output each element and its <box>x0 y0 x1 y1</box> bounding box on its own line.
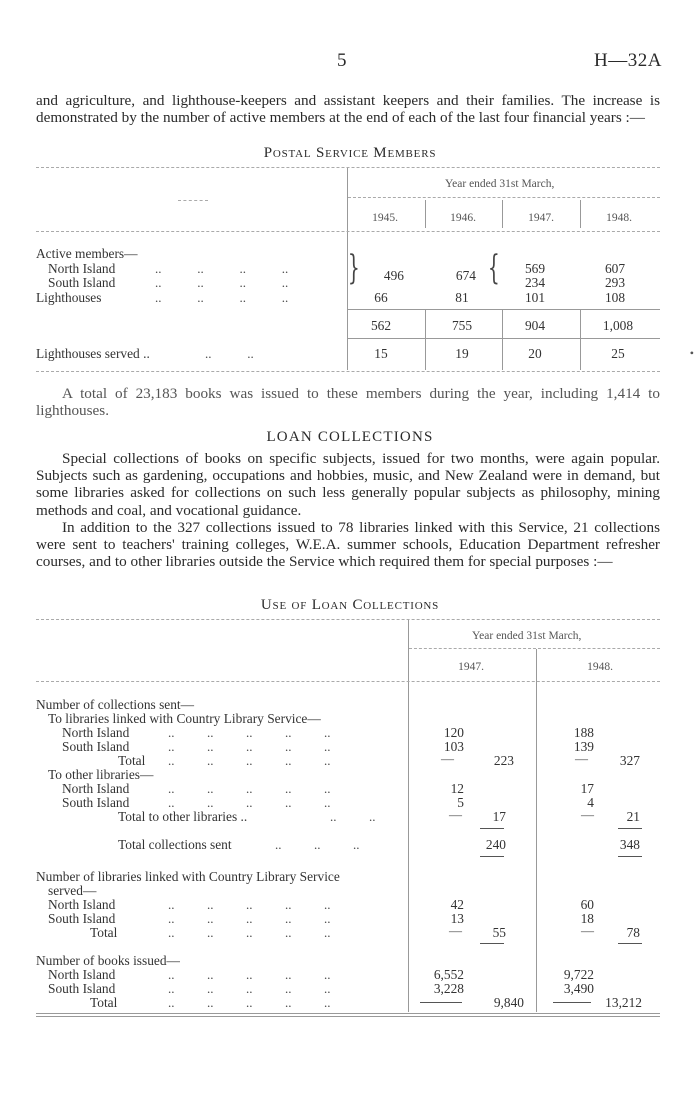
section-title: LOAN COLLECTIONS <box>266 429 434 445</box>
postal-year-header: Year ended 31st March, <box>445 178 555 190</box>
margin-mark: • <box>689 346 694 360</box>
table-bottom-rule <box>36 371 660 372</box>
label-total-collections: Total collections sent <box>118 837 232 852</box>
year-1948: 1948. <box>606 212 632 224</box>
leader-dots: .. .. .. .. <box>155 261 289 276</box>
dash-mark: — <box>581 807 594 822</box>
brace-left: { <box>487 248 500 288</box>
label-linked-south: South Island <box>62 739 130 754</box>
loan-year-1947: 1947. <box>458 661 484 673</box>
libraries-north-1948: 60 <box>580 897 594 912</box>
libraries-south-1947: 13 <box>450 911 464 926</box>
page-number: 5 <box>337 50 347 71</box>
document-reference: H—32A <box>594 50 662 71</box>
loan-header-rule <box>36 681 660 682</box>
loan-col-sep <box>536 649 537 1012</box>
leader-dots: .. .. .. .. .. <box>168 925 331 940</box>
loan-paragraph-2 <box>36 519 660 571</box>
served-1946: 19 <box>455 346 469 361</box>
label-libraries-north: North Island <box>48 897 116 912</box>
label-books-north: North Island <box>48 967 116 982</box>
books-north-1947: 6,552 <box>433 967 464 982</box>
lighthouses-1946: 81 <box>455 290 469 305</box>
linked-south-1948: 139 <box>573 739 594 754</box>
libraries-north-1947: 42 <box>450 897 464 912</box>
label-books-south: South Island <box>48 981 116 996</box>
total-1946: 755 <box>451 318 473 333</box>
label-lighthouses: Lighthouses <box>36 290 102 305</box>
leader-dots: .. .. .. .. .. <box>168 911 331 926</box>
label-libraries-total: Total <box>90 925 118 940</box>
books-total-1947: 9,840 <box>493 995 524 1010</box>
lighthouses-1948: 108 <box>604 290 626 305</box>
label-libraries-south: South Island <box>48 911 116 926</box>
stub-dash <box>178 200 208 201</box>
total-col-sep-3 <box>580 310 581 370</box>
sum-rule <box>618 828 642 829</box>
brace-right: } <box>347 248 360 288</box>
sum-rule <box>553 1002 591 1003</box>
books-north-1948: 9,722 <box>563 967 594 982</box>
lighthouses-1945: 66 <box>374 290 388 305</box>
leader-dots: .. .. .. .. .. <box>168 897 331 912</box>
books-total-1948: 13,212 <box>605 995 642 1010</box>
libraries-total-1948: 78 <box>626 925 640 940</box>
year-header-rule <box>348 197 660 198</box>
north-1947: 569 <box>524 261 546 276</box>
leader-dots: .. .. .. .. .. <box>168 725 331 740</box>
active-1945: 496 <box>383 268 404 283</box>
totals-bottom-rule <box>348 338 660 339</box>
leader-dots: .. .. <box>205 346 254 361</box>
other-total-1947: 17 <box>492 809 506 824</box>
label-collections-sent: Number of collections sent— <box>36 697 195 712</box>
loan-table-top-rule <box>36 619 660 620</box>
dash-mark: — <box>441 751 454 766</box>
label-to-linked: To libraries linked with Country Library Service— <box>48 711 321 726</box>
dash-mark: — <box>449 923 462 938</box>
leader-dots: .. .. .. .. .. <box>168 981 331 996</box>
other-total-1948: 21 <box>626 809 640 824</box>
libraries-south-1948: 18 <box>580 911 594 926</box>
north-1948: 607 <box>604 261 626 276</box>
sum-rule <box>480 828 504 829</box>
leader-dots: .. .. .. .. .. <box>168 753 331 768</box>
label-other-south: South Island <box>62 795 130 810</box>
loan-paragraph-1 <box>36 450 660 519</box>
label-active-members: Active members— <box>36 246 138 261</box>
loan-paragraph-2-text: In addition to the 327 collections issued to 78 libraries linked with this Service, 21 collections were sent to teachers' training colleges, W.E.A. summer schools, Education Department refresher courses, and to other libraries outside the Service which required them for special purposes :— <box>36 519 660 571</box>
libraries-total-1947: 55 <box>492 925 506 940</box>
loan-year-header: Year ended 31st March, <box>472 630 582 642</box>
year-1945: 1945. <box>372 212 398 224</box>
label-libraries-linked: Number of libraries linked with Country Library Service <box>36 869 340 884</box>
books-south-1948: 3,490 <box>563 981 594 996</box>
loan-paragraph-1-text: Special collections of books on specific subjects, issued for two months, were again popular. Subjects such as gardening, occupations and hobbies, music, and New Zealand were in demand, but some libraries asked for collections on such less generally popular subjects as philosophy, mining methods and coal, and vocational guidance. <box>36 450 660 519</box>
total-1945: 562 <box>370 318 392 333</box>
books-paragraph <box>36 385 660 419</box>
other-south-1947: 5 <box>457 795 464 810</box>
served-1948: 25 <box>611 346 625 361</box>
loan-year-1948: 1948. <box>587 661 613 673</box>
label-south-island: South Island <box>48 275 116 290</box>
sum-rule <box>618 856 642 857</box>
other-north-1948: 17 <box>580 781 594 796</box>
other-south-1948: 4 <box>587 795 594 810</box>
linked-south-1947: 103 <box>443 739 464 754</box>
leader-dots: .. .. .. .. <box>155 290 289 305</box>
leader-dots: .. .. .. .. <box>155 275 289 290</box>
label-lighthouses-served: Lighthouses served .. <box>36 346 150 361</box>
total-col-sep-1 <box>425 310 426 370</box>
label-other-north: North Island <box>62 781 130 796</box>
loan-year-rule <box>409 648 660 649</box>
lighthouses-1947: 101 <box>524 290 546 305</box>
south-1948: 293 <box>604 275 626 290</box>
year-1946: 1946. <box>450 212 476 224</box>
total-collections-1948: 348 <box>619 837 640 852</box>
totals-top-rule <box>348 309 660 310</box>
south-1947: 234 <box>524 275 546 290</box>
sum-rule <box>420 1002 462 1003</box>
year-col-sep-1 <box>425 200 426 228</box>
label-to-other: To other libraries— <box>48 767 154 782</box>
label-served: served— <box>48 883 97 898</box>
year-1947: 1947. <box>528 212 554 224</box>
total-collections-1947: 240 <box>485 837 506 852</box>
leader-dots: .. .. .. .. .. <box>168 739 331 754</box>
linked-north-1947: 120 <box>443 725 464 740</box>
label-books-issued: Number of books issued— <box>36 953 180 968</box>
served-1945: 15 <box>374 346 388 361</box>
active-1946: 674 <box>455 268 476 283</box>
leader-dots: .. .. <box>330 809 376 824</box>
year-col-sep-3 <box>580 200 581 228</box>
postal-table-caption: Postal Service Members <box>263 145 437 161</box>
label-linked-north: North Island <box>62 725 130 740</box>
label-north-island: North Island <box>48 261 116 276</box>
leader-dots: .. .. .. .. .. <box>168 781 331 796</box>
served-1947: 20 <box>528 346 542 361</box>
year-col-sep-2 <box>502 200 503 228</box>
loan-table-bottom-rule-2 <box>36 1016 660 1017</box>
loan-table-divider <box>408 620 409 1012</box>
leader-dots: .. .. .. .. .. <box>168 795 331 810</box>
books-paragraph-text: A total of 23,183 books was issued to these members during the year, including 1,414 to lighthouses. <box>36 385 660 420</box>
total-col-sep-2 <box>502 310 503 370</box>
sum-rule <box>480 856 504 857</box>
books-south-1947: 3,228 <box>433 981 464 996</box>
loan-table-caption: Use of Loan Collections <box>260 597 440 613</box>
leader-dots: .. .. .. <box>275 837 360 852</box>
leader-dots: .. .. .. .. .. <box>168 995 331 1010</box>
linked-north-1948: 188 <box>573 725 594 740</box>
label-total-other: Total to other libraries .. <box>118 809 248 824</box>
label-linked-total: Total <box>118 753 146 768</box>
sum-rule <box>480 943 504 944</box>
total-1947: 904 <box>524 318 546 333</box>
total-1948: 1,008 <box>602 318 634 333</box>
loan-table-bottom-rule <box>36 1013 660 1014</box>
dash-mark: — <box>449 807 462 822</box>
dash-mark: — <box>575 751 588 766</box>
header-bottom-rule <box>36 231 660 232</box>
label-books-total: Total <box>90 995 118 1010</box>
leader-dots: .. .. .. .. .. <box>168 967 331 982</box>
table-top-rule <box>36 167 660 168</box>
linked-total-1947: 223 <box>493 753 514 768</box>
other-north-1947: 12 <box>450 781 464 796</box>
intro-paragraph: and agriculture, and lighthouse-keepers and assistant keepers and their families. The increase is demonstrated by the number of active members at the end of each of the last four financial years :— <box>36 92 660 127</box>
dash-mark: — <box>581 923 594 938</box>
linked-total-1948: 327 <box>619 753 640 768</box>
sum-rule <box>618 943 642 944</box>
